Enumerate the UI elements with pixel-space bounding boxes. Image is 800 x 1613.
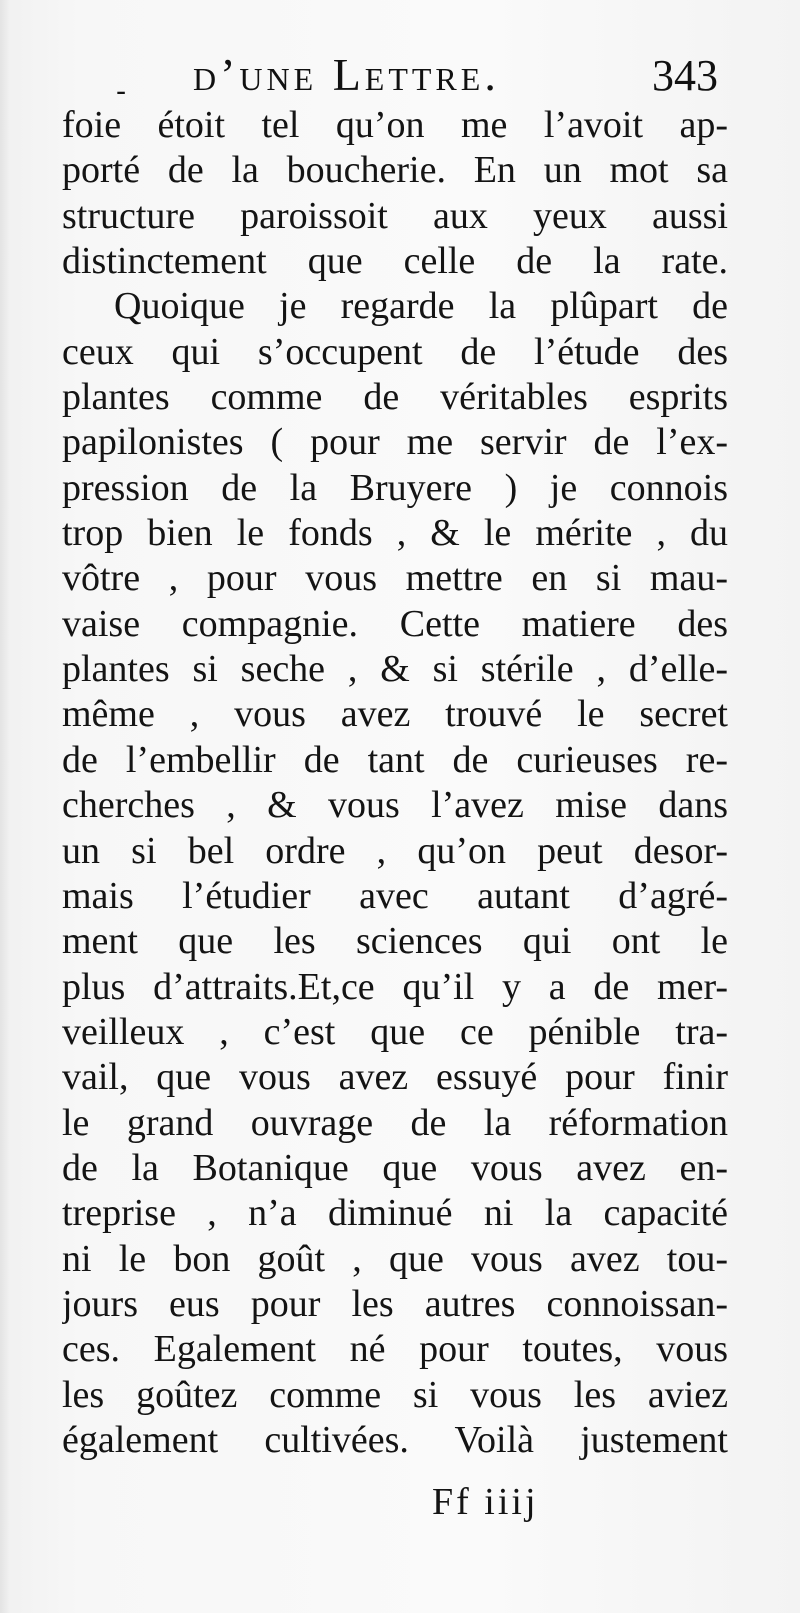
running-title: d’une Lettre.: [193, 49, 500, 100]
text-line: foie étoit tel qu’on me l’avoit ap-: [62, 104, 728, 146]
text-line: porté de la boucherie. En un mot sa: [62, 149, 728, 192]
text-line: jours eus pour les autres connoissan-: [62, 1282, 728, 1325]
header-ornament: -: [116, 74, 127, 109]
text-line: plantes comme de véritables esprits: [62, 376, 728, 419]
text-line: de la Botanique que vous avez en-: [62, 1146, 728, 1189]
page-edge-shadow: [0, 0, 10, 1613]
signature-mark: Ff iiij: [432, 1481, 539, 1523]
text-line: plantes si seche , & si stérile , d’elle-: [62, 648, 728, 691]
text-line: veilleux , c’est que ce pénible tra-: [62, 1010, 728, 1053]
text-line: le grand ouvrage de la réformation: [62, 1101, 728, 1144]
text-line: pression de la Bruyere ) je connois: [62, 466, 728, 509]
text-line: distinctement que celle de la rate.: [62, 240, 728, 283]
text-line: un si bel ordre , qu’on peut desor-: [62, 829, 728, 872]
text-line: vail, que vous avez essuyé pour finir: [62, 1056, 728, 1099]
text-line: cherches , & vous l’avez mise dans: [62, 784, 728, 827]
text-line: ment que les sciences qui ont le: [62, 920, 728, 963]
text-line: trop bien le fonds , & le mérite , du: [62, 512, 728, 555]
text-line: ceux qui s’occupent de l’étude des: [62, 330, 728, 373]
text-line: même , vous avez trouvé le secret: [62, 693, 728, 736]
text-line: ces. Egalement né pour toutes, vous: [62, 1328, 728, 1371]
body-text: [62, 103, 728, 1463]
text-line: vôtre , pour vous mettre en si mau-: [62, 557, 728, 600]
text-line: papilonistes ( pour me servir de l’ex-: [62, 421, 728, 464]
text-line: ni le bon goût , que vous avez tou-: [62, 1237, 728, 1280]
running-header: [0, 48, 800, 108]
text-line: vaise compagnie. Cette matiere des: [62, 602, 728, 645]
text-line: également cultivées. Voilà justement: [62, 1418, 728, 1461]
text-line: de l’embellir de tant de curieuses re-: [62, 738, 728, 781]
text-line: mais l’étudier avec autant d’agré-: [62, 874, 728, 917]
text-line: treprise , n’a diminué ni la capacité: [62, 1192, 728, 1235]
page-number: 343: [652, 51, 718, 100]
text-line: les goûtez comme si vous les aviez: [62, 1373, 728, 1416]
text-line: Quoique je regarde la plûpart de: [114, 285, 728, 328]
text-line: plus d’attraits.Et,ce qu’il y a de mer-: [62, 965, 728, 1008]
text-line: structure paroissoit aux yeux aussi: [62, 194, 728, 237]
